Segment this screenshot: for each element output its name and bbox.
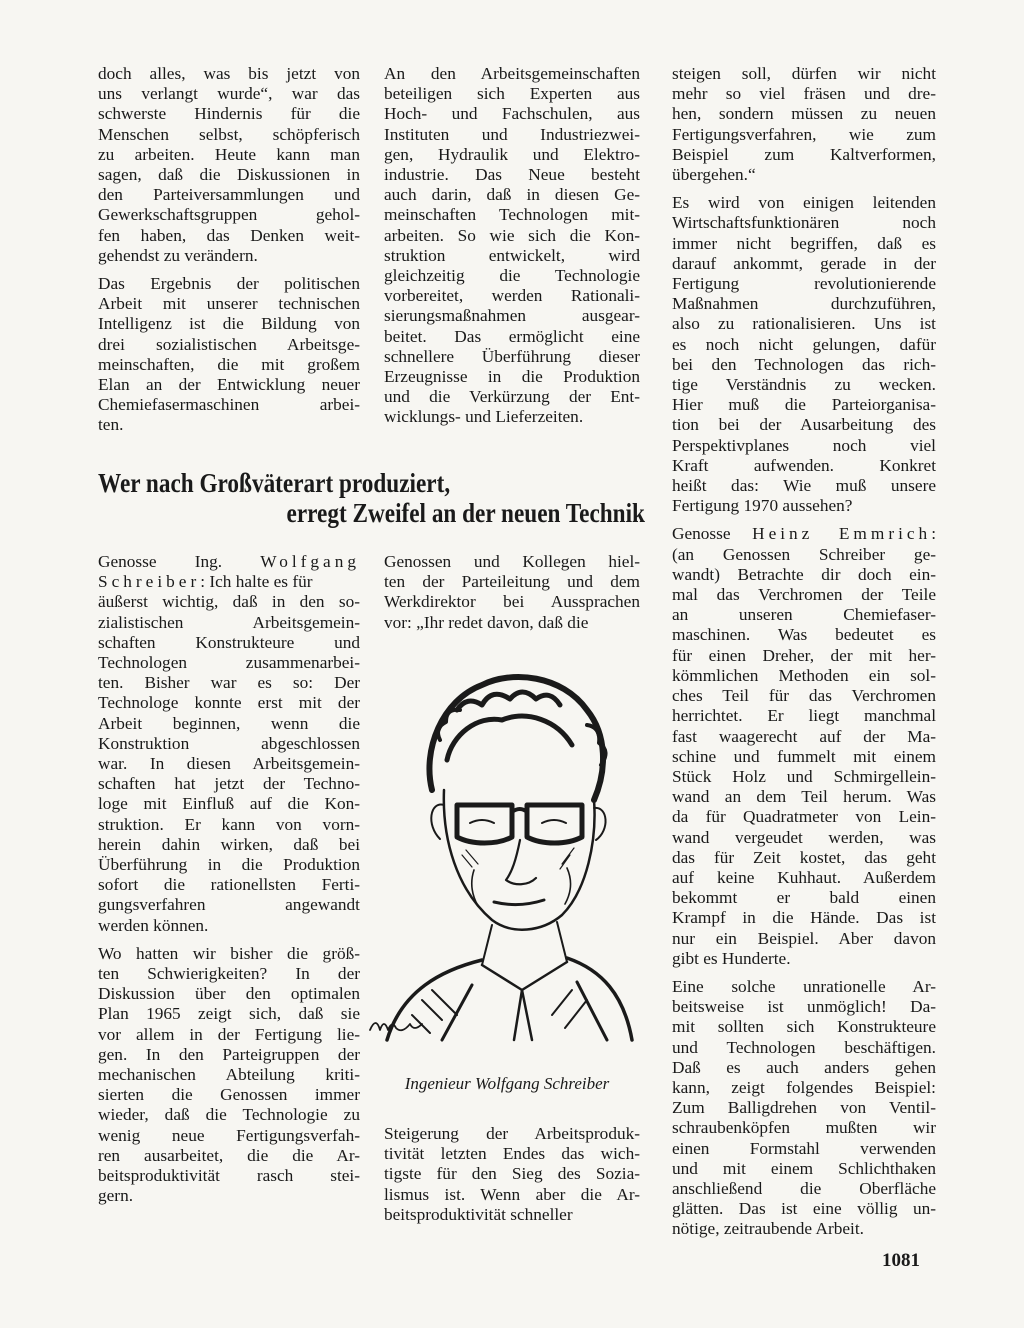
text-line: Zum Balligdrehen von Ventil- (672, 1098, 936, 1118)
text-line: schwerste Hindernis für die (98, 104, 360, 124)
text-line: bei den Technologen das rich- (672, 354, 936, 374)
text-line: nur ein Beispiel. Aber davon (672, 928, 936, 948)
text-line: kömmlichen Methoden ein sol- (672, 665, 936, 685)
speaker-lead: Genosse Ing. (98, 552, 223, 571)
text-line: tige Verständnis zu wecken. (672, 375, 936, 395)
text-line: beitet. Das ermöglicht eine (384, 326, 640, 346)
text-line: für einen Dreher, der mit her- (672, 645, 936, 665)
text-line: Krampf in die Hände. Das ist (672, 908, 936, 928)
article-headline (98, 468, 645, 528)
text-line: Elan an der Entwicklung neuer (98, 375, 360, 395)
text-line: Plan 1965 zeigt sich, daß sie (98, 1004, 360, 1024)
text-line: bekommt er bald einen (672, 888, 936, 908)
speaker-line (672, 524, 936, 544)
text-line: Überführung in die Produktion (98, 855, 360, 875)
text-line: den Parteiversammlungen und (98, 185, 360, 205)
text-line: schaften hat jetzt der Techno- (98, 774, 360, 794)
text-line: nötige, zeitraubende Arbeit. (672, 1219, 864, 1239)
text-line: Fertigung revolutionierende (672, 274, 936, 294)
text-line: schnellere Überführung dieser (384, 346, 640, 366)
text-line: zialistischen Arbeitsgemein- (98, 612, 360, 632)
text-line: Eine solche unrationelle Ar- (672, 976, 936, 996)
image-caption: Ingenieur Wolfgang Schreiber (404, 1074, 610, 1093)
paragraph (98, 64, 360, 266)
text-line: ten der Parteileitung und dem (384, 572, 640, 592)
text-line: Beispiel zum Kaltverformen, (672, 144, 936, 164)
text-line: Konstruktion abgeschlossen (98, 733, 360, 753)
text-line: gen. In den Parteigruppen der (98, 1044, 360, 1064)
text-line: mehr so viel fräsen und dre- (672, 84, 936, 104)
text-line: schaften Konstrukteure und (98, 632, 360, 652)
text-line: zu arbeiten. Heute kann man (98, 144, 360, 164)
text-line: ten. Bisher war es so: Der (98, 673, 360, 693)
text-line: wenig neue Fertigungsverfah- (98, 1125, 360, 1145)
text-line: wicklungs- und Lieferzeiten. (384, 407, 584, 427)
text-line: Hoch- und Fachschulen, aus (384, 104, 640, 124)
paragraph (384, 1124, 640, 1225)
text-line: und mit einem Schlichthaken (672, 1158, 936, 1178)
text-line: industrie. Das Neue besteht (384, 165, 640, 185)
text-line: vor allem in der Fertigung lie- (98, 1024, 360, 1044)
column-3 (672, 64, 936, 1248)
text-line: da für Quadratmeter von Lein- (672, 807, 936, 827)
paragraph (98, 944, 360, 1207)
text-line: tion bei der Ausarbeitung des (672, 415, 936, 435)
text-line: arbeiten. So wie sich die Kon- (384, 225, 640, 245)
column-1-top (98, 64, 360, 444)
text-line: beitsweise ist unmöglich! Da- (672, 997, 936, 1017)
text-line: an unseren Chemiefaser- (672, 605, 936, 625)
paragraph (384, 552, 640, 633)
paragraph (98, 274, 360, 436)
text-line: sagen, daß die Diskussionen in (98, 165, 360, 185)
text-line: Arbeit mit unserer technischen (98, 294, 360, 314)
text-line: also zu rationalisieren. Uns ist (672, 314, 936, 334)
text-line: steigen soll, dürfen wir nicht (672, 64, 936, 83)
text-line: gen, Hydraulik und Elektro- (384, 144, 640, 164)
text-line: war. In diesen Arbeitsgemein- (98, 754, 360, 774)
text-line: ren ausarbeitet, die die Ar- (98, 1145, 360, 1165)
text-line: Kraft aufwenden. Konkret (672, 455, 936, 475)
text-line: Maßnahmen durchzuführen, (672, 294, 936, 314)
text-line: schine und fummelt mit einem (672, 746, 936, 766)
paragraph (672, 977, 936, 1240)
column-1-bottom (98, 552, 360, 1215)
speaker-lead: Genosse (672, 524, 731, 544)
text-line: ches Teil für das Verchromen (672, 686, 936, 706)
text-line: beteiligen sich Experten aus (384, 84, 640, 104)
text-line: und Technologen beschäftigen. (672, 1037, 936, 1057)
text-line: heißt das: Wie muß unsere (672, 476, 936, 496)
text-line: mit sollten sich Konstrukteure (672, 1017, 936, 1037)
text-line: Technologen zusammenarbei- (98, 653, 360, 673)
text-line: Menschen selbst, schöpferisch (98, 124, 360, 144)
text-line: sofort die rationellsten Ferti- (98, 875, 360, 895)
text-line: struktion entwickelt, wird (384, 245, 640, 265)
text-line: gungsverfahren angewandt (98, 895, 360, 915)
column-2-bottom (384, 1124, 640, 1233)
text-line: Instituten und Industriezwei- (384, 124, 640, 144)
text-line: das für Zeit kostet, das geht (672, 847, 936, 867)
paragraph (672, 524, 936, 968)
text-line: (an Genossen Schreiber ge- (672, 544, 936, 564)
text-line: hen, sondern müssen zu neuen (672, 104, 936, 124)
text-line: fen haben, das Denken weit- (98, 225, 360, 245)
text-line: es noch nicht gelungen, dafür (672, 334, 936, 354)
text-line: meinschaften Technologen mit- (384, 205, 640, 225)
text-line: auch darin, daß in diesen Ge- (384, 185, 640, 205)
speaker-first-name: Wolfgang (260, 552, 360, 571)
text-line: übergehen.“ (672, 165, 756, 185)
text-line: wand vergeudet werden, was (672, 827, 936, 847)
text-line: doch alles, was bis jetzt von (98, 64, 360, 83)
text-line: Fertigung 1970 aussehen? (672, 496, 853, 516)
text-line: auf keine Kuhhaut. Außerdem (672, 867, 936, 887)
text-line: Perspektivplanes noch viel (672, 435, 936, 455)
text-line: sierten die Genossen immer (98, 1085, 360, 1105)
text-line: Gewerkschaftsgruppen gehol- (98, 205, 360, 225)
headline-line-2: erregt Zweifel an der neuen Technik (286, 498, 645, 528)
text-line: werden können. (98, 915, 209, 935)
speaker-colon: : (931, 524, 936, 544)
text-line: Wo hatten wir bisher die größ- (98, 943, 360, 963)
text-line: Technologe konnte erst mit der (98, 693, 360, 713)
text-line: beitsproduktivität schneller (384, 1204, 573, 1224)
paragraph (98, 552, 360, 936)
headline-line-1: Wer nach Großväterart produziert, (98, 468, 451, 498)
text-line: Fertigungsverfahren, wie zum (672, 124, 936, 144)
speaker-line-2 (98, 572, 360, 592)
text-line: lismus ist. Wenn aber die Ar- (384, 1184, 640, 1204)
text-line: Stück Holz und Schmirgellein- (672, 766, 936, 786)
text-line: herein dahin wirken, daß bei (98, 834, 360, 854)
text-line: äußerst wichtig, daß in den so- (98, 592, 360, 612)
text-line: Werkdirektor bei Aussprachen (384, 592, 640, 612)
text-line: struktion. Er kann von vorn- (98, 814, 360, 834)
text-line: Diskussion über den optimalen (98, 984, 360, 1004)
text-line: wandt) Betrachte dir doch ein- (672, 564, 936, 584)
text-line: schraubenköpfen mußten wir (672, 1118, 936, 1138)
text-line: Erzeugnisse in die Produktion (384, 367, 640, 387)
text-line: maschinen. Was bedeutet es (672, 625, 936, 645)
text-line: drei sozialistischen Arbeitsge- (98, 334, 360, 354)
text-line: tigste für den Sieg des Sozia- (384, 1164, 640, 1184)
text-line: Genossen und Kollegen hiel- (384, 552, 640, 571)
text-line: kann, zeigt folgendes Beispiel: (672, 1077, 936, 1097)
text-line: herrichtet. Er liegt manchmal (672, 706, 936, 726)
column-2-middle (384, 552, 640, 641)
text-line: darauf ankommt, gerade in der (672, 253, 936, 273)
text-line: Arbeit beginnen, wenn die (98, 713, 360, 733)
text-line: Wirtschaftsfunktionären noch (672, 213, 936, 233)
speaker-last-name: Schreiber (98, 572, 201, 592)
text-line: Daß es auch anders gehen (672, 1057, 936, 1077)
text-line: meinschaften, die mit großem (98, 354, 360, 374)
text-line: loge mit Einfluß auf die Kon- (98, 794, 360, 814)
paragraph (384, 64, 640, 428)
paragraph (672, 64, 936, 185)
speaker-after: : Ich halte es für (200, 572, 313, 592)
text-line: sierungsmaßnahmen ausgear- (384, 306, 640, 326)
text-line: gehendst zu verändern. (98, 245, 258, 265)
text-line: tivität letzten Endes das wich- (384, 1144, 640, 1164)
text-line: mal das Verchromen der Teile (672, 585, 936, 605)
text-line: uns verlangt wurde“, war das (98, 84, 360, 104)
text-line: glätten. Das ist eine völlig un- (672, 1199, 936, 1219)
page-number: 1081 (882, 1250, 920, 1271)
text-line: gleichzeitig die Technologie (384, 266, 640, 286)
text-line: mechanischen Abteilung kriti- (98, 1065, 360, 1085)
text-line: ten. (98, 415, 124, 435)
text-line: Es wird von einigen leitenden (672, 193, 936, 213)
text-line: beitsproduktivität rasch stei- (98, 1166, 360, 1186)
text-line: wand an dem Teil herum. Was (672, 787, 936, 807)
text-line: anschließend die Oberfläche (672, 1178, 936, 1198)
text-line: immer nicht begriffen, daß es (672, 233, 936, 253)
text-line: Intelligenz ist die Bildung von (98, 314, 360, 334)
speaker-line (98, 552, 360, 572)
column-2-top (384, 64, 640, 436)
text-line: vorbereitet, werden Rationali- (384, 286, 640, 306)
text-line: Das Ergebnis der politischen (98, 274, 360, 294)
text-line: An den Arbeitsgemeinschaften (384, 64, 640, 83)
text-line: Chemiefasermaschinen arbei- (98, 395, 360, 415)
text-line: fast waagerecht auf der Ma- (672, 726, 936, 746)
text-line: einen Formstahl verwenden (672, 1138, 936, 1158)
text-line: gibt es Hunderte. (672, 948, 791, 968)
text-line: ten Schwierigkeiten? In der (98, 964, 360, 984)
text-line: gern. (98, 1186, 134, 1206)
text-line: und die Verkürzung der Ent- (384, 387, 640, 407)
text-line: vor: „Ihr redet davon, daß die (384, 612, 589, 632)
portrait-drawing (362, 640, 638, 1050)
paragraph (672, 193, 936, 516)
text-line: Hier muß die Parteiorganisa- (672, 395, 936, 415)
text-line: wieder, daß die Technologie zu (98, 1105, 360, 1125)
text-line: Steigerung der Arbeitsproduk- (384, 1124, 640, 1143)
speaker-name: Heinz Emmrich (752, 524, 932, 544)
